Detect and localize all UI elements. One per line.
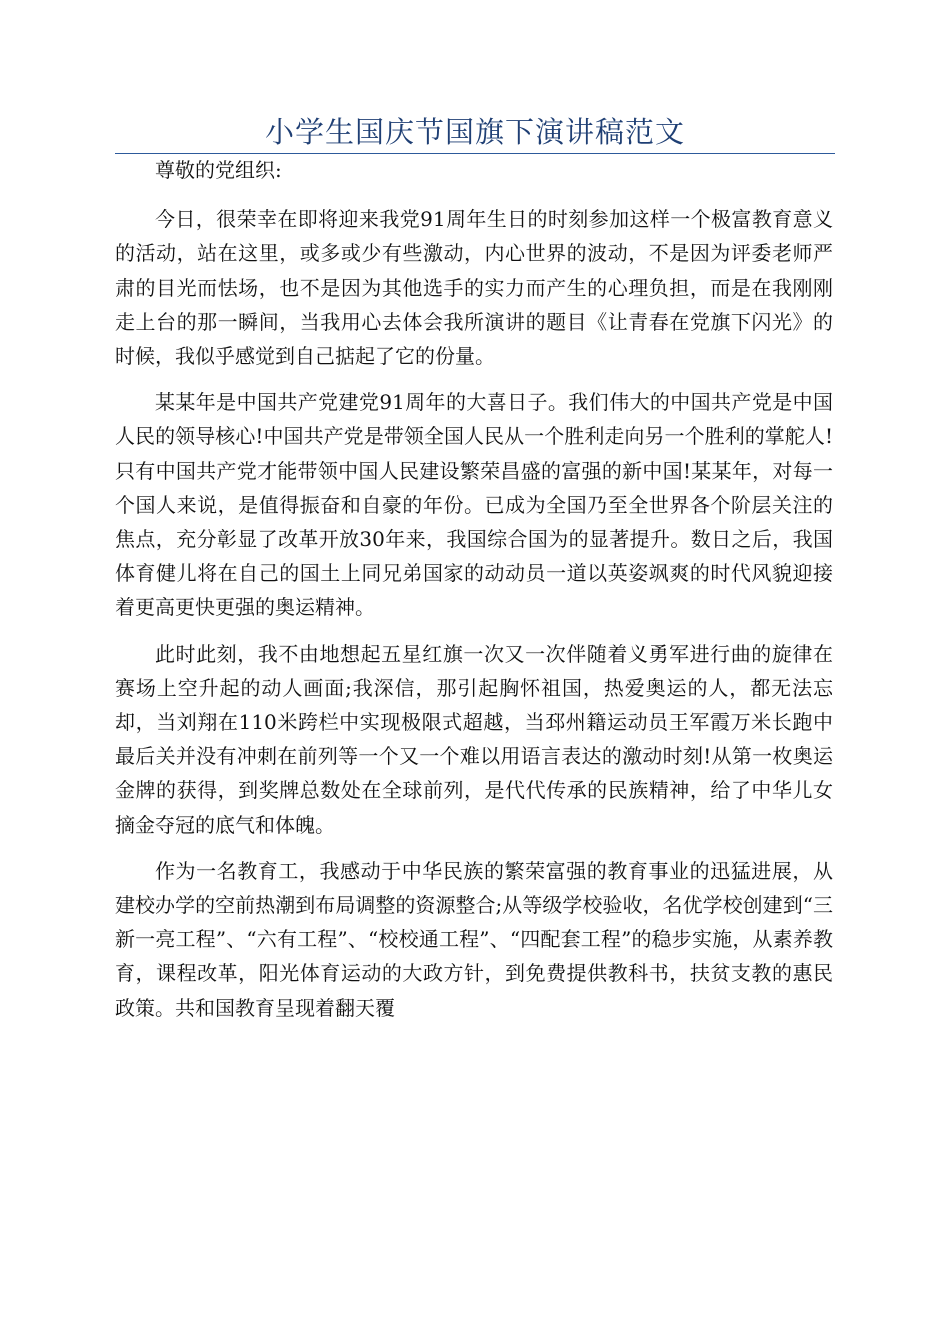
paragraph-gap bbox=[115, 625, 833, 637]
paragraph-2: 某某年是中国共产党建党91周年的大喜日子。我们伟大的中国共产党是中国人民的领导核心!中国共产党是带领全国人民从一个胜利走向另一个胜利的掌舵人!只有中国共产党才能带领中国人民建设繁荣昌盛的富强的新中国!某某年，对每一个国人来说，是值得振奋和自豪的年份。已成为全国乃至全世界各个阶层关注的焦点，充分彰显了改革开放30年来，我国综合国为的显著提升。数日之后，我国体育健儿将在自己的国土上同兄弟国家的动动员一道以英姿飒爽的时代风貌迎接着更高更快更强的奥运精神。 bbox=[115, 390, 833, 620]
salutation: 尊敬的党组织: bbox=[155, 158, 282, 182]
paragraph-gap bbox=[115, 373, 833, 385]
paragraph-1: 今日，很荣幸在即将迎来我党91周年生日的时刻参加这样一个极富教育意义的活动，站在这里，或多或少有些激动，内心世界的波动，不是因为评委老师严肃的目光而怯场，也不是因为其他选手的实力而产生的心理负担，而是在我刚刚走上台的那一瞬间，当我用心去体会我所演讲的题目《让青春在党旗下闪光》的时候，我似乎感觉到自己掂起了它的份量。 bbox=[115, 207, 833, 369]
paragraph-4: 作为一名教育工，我感动于中华民族的繁荣富强的教育事业的迅猛进展，从建校办学的空前热潮到布局调整的资源整合;从等级学校验收，名优学校创建到“三新一亮工程”、“六有工程”、“校校通工程”、“四配套工程”的稳步实施，从素养教育，课程改革，阳光体育运动的大政方针，到免费提供教科书，扶贫支教的惠民政策。共和国教育呈现着翻天覆 bbox=[115, 858, 833, 1020]
paragraph-3: 此时此刻，我不由地想起五星红旗一次又一次伴随着义勇军进行曲的旋律在赛场上空升起的动人画面;我深信，那引起胸怀祖国，热爱奥运的人，都无法忘却，当刘翔在110米跨栏中实现极限式超越，当邳州籍运动员王军霞万米长跑中最后关并没有冲刺在前列等一个又一个难以用语言表达的激动时刻!从第一枚奥运金牌的获得，到奖牌总数处在全球前列，是代代传承的民族精神，给了中华儿女摘金夺冠的底气和体魄。 bbox=[115, 641, 833, 837]
paragraph-gap bbox=[115, 842, 833, 854]
document-body bbox=[115, 150, 833, 1025]
paragraph-gap bbox=[115, 187, 833, 202]
document-title: 小学生国庆节国旗下演讲稿范文 bbox=[264, 115, 685, 149]
